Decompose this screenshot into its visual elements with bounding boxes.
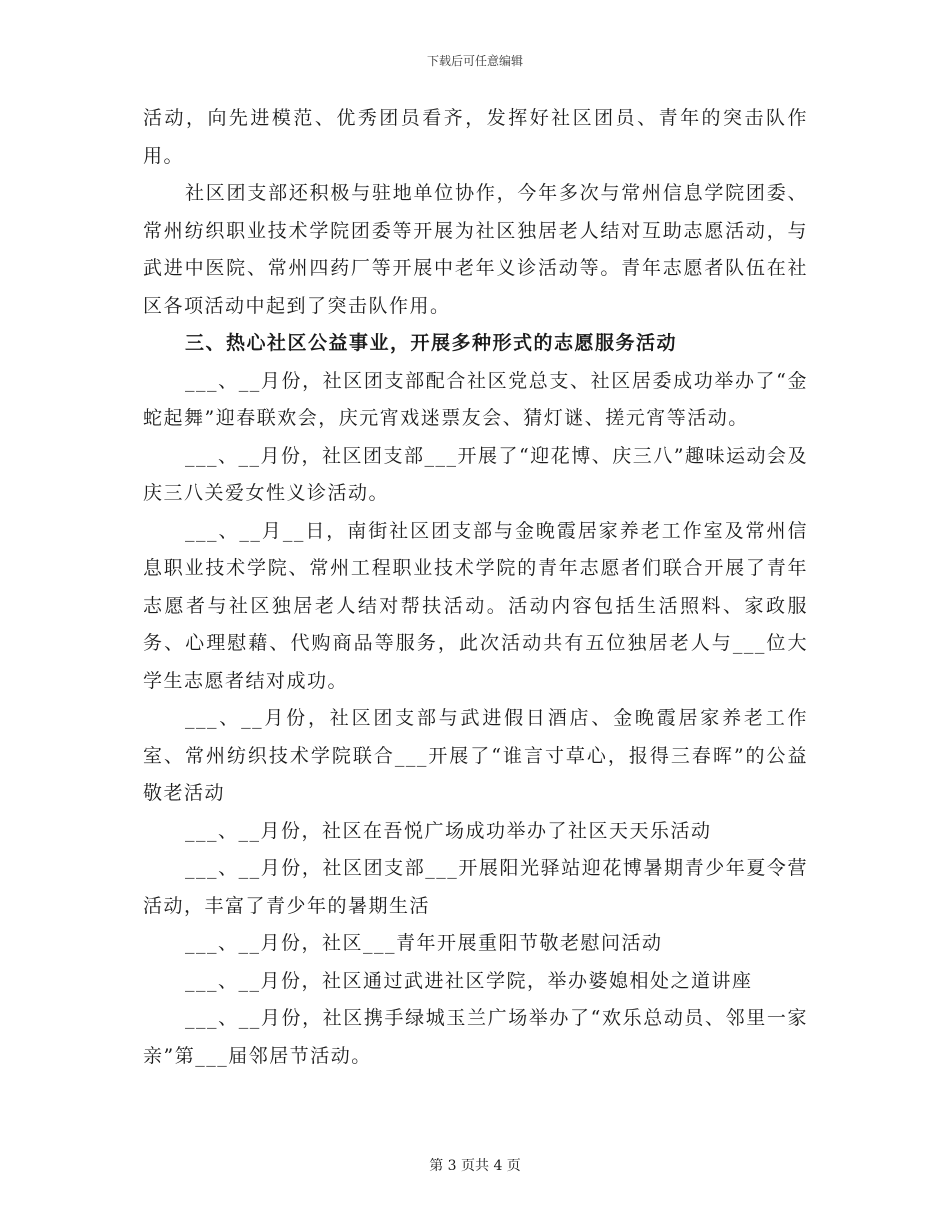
paragraph-lecture: ___、__月份，社区通过武进社区学院，举办婆媳相处之道讲座 — [185, 969, 753, 992]
paragraph-elder-care: ___、__月份，社区团支部与武进假日酒店、金晚霞居家养老工作室、常州纺织技术学院联合___开展了“谁言寸草心，报得三春晖”的公益敬老活动 — [143, 707, 808, 804]
document-body — [143, 100, 808, 1075]
paragraph-summer-camp: ___、__月份，社区团支部___开展阳光驿站迎花博暑期青少年夏令营活动，丰富了青少年的暑期生活 — [143, 857, 808, 917]
page-header: 下载后可任意编辑 — [426, 54, 523, 68]
page-number: 第 3 页共 4 页 — [429, 1158, 521, 1174]
paragraph-plaza-event: ___、__月份，社区在吾悦广场成功举办了社区天天乐活动 — [185, 819, 712, 842]
paragraph-spring-festival: ___、__月份，社区团支部配合社区党总支、社区居委成功举办了“金蛇起舞”迎春联欢会，庆元宵戏迷票友会、猜灯谜、搓元宵等活动。 — [143, 369, 808, 429]
paragraph-elderly-pairing: ___、__月__日，南街社区团支部与金晚霞居家养老工作室及常州信息职业技术学院、常州工程职业技术学院的青年志愿者们联合开展了青年志愿者与社区独居老人结对帮扶活动。活动内容包括生活照料、家政服务、心理慰藉、代购商品等服务，此次活动共有五位独居老人与___位大学生志愿者结对成功。 — [143, 519, 808, 692]
paragraph-volunteer-cooperation: 社区团支部还积极与驻地单位协作，今年多次与常州信息学院团委、常州纺织职业技术学院团委等开展为社区独居老人结对互助志愿活动，与武进中医院、常州四药厂等开展中老年义诊活动等。青年志愿者队伍在社区各项活动中起到了突击队作用。 — [143, 182, 808, 317]
paragraph-double-ninth: ___、__月份，社区___青年开展重阳节敬老慰问活动 — [185, 932, 663, 954]
paragraph-neighbor-festival: ___、__月份，社区携手绿城玉兰广场举办了“欢乐总动员、邻里一家亲”第___届邻居节活动。 — [143, 1007, 808, 1067]
section-heading: 三、热心社区公益事业，开展多种形式的志愿服务活动 — [185, 332, 678, 354]
paragraph-womens-day: ___、__月份，社区团支部___开展了“迎花博、庆三八”趣味运动会及庆三八关爱女性义诊活动。 — [143, 444, 808, 504]
paragraph-continuation: 活动，向先进模范、优秀团员看齐，发挥好社区团员、青年的突击队作用。 — [143, 107, 808, 167]
